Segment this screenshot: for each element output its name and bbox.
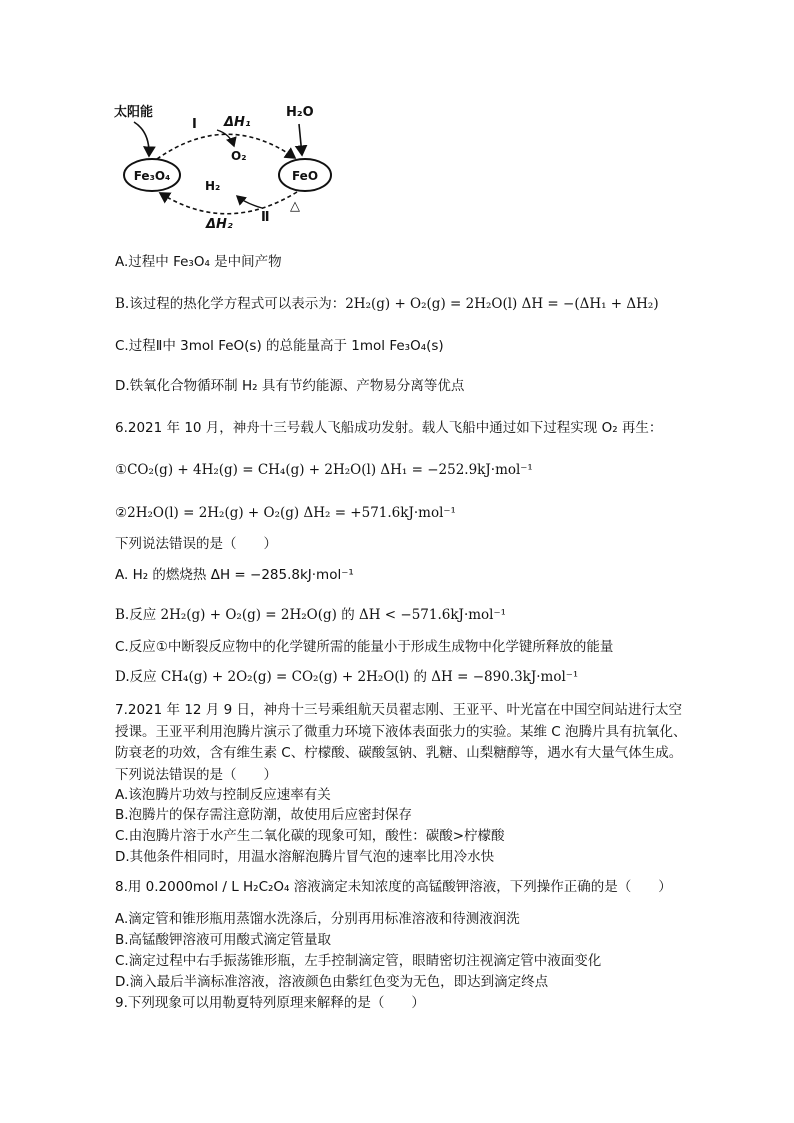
stage1-arrow: [157, 134, 295, 159]
h2-label: H₂: [205, 179, 221, 193]
q6-question: 下列说法错误的是（ ）: [115, 536, 277, 552]
q7-option-a: A.该泡腾片功效与控制反应速率有关: [115, 787, 331, 803]
q7-stem: 7.2021 年 12 月 9 日，神舟十三号乘组航天员翟志刚、王亚平、叶光富在中国空间站进行太空授课。王亚平利用泡腾片演示了微重力环境下液体表面张力的实验。某维 C 泡腾片具有抗氧化、防衰老的功效，含有维生素 C、柠檬酸、碳酸氢钠、乳糖、山梨糖醇等，遇水有大量气体生成。下列说法错误的是（ ）: [115, 702, 687, 783]
q6-option-b: B.反应 2H₂(g) + O₂(g) = 2H₂O(g) 的 ΔH < −571.6kJ·mol⁻¹: [115, 607, 507, 623]
solar-label: 太阳能: [114, 105, 154, 120]
heat-label: △: [290, 199, 300, 214]
q7-option-d: D.其他条件相同时，用温水溶解泡腾片冒气泡的速率比用冷水快: [115, 849, 495, 865]
q5-option-a: A.过程中 Fe₃O₄ 是中间产物: [115, 254, 282, 270]
q6-option-c: C.反应①中断裂反应物中的化学键所需的能量小于形成生成物中化学键所释放的能量: [115, 639, 614, 655]
q8-option-c: C.滴定过程中右手振荡锥形瓶，左手控制滴定管，眼睛密切注视滴定管中液面变化: [115, 953, 602, 969]
solar-arrow: [134, 122, 149, 156]
q6-equation-2: ②2H₂O(l) = 2H₂(g) + O₂(g) ΔH₂ = +571.6kJ·mol⁻¹: [115, 505, 456, 521]
q8-option-b: B.高锰酸钾溶液可用酸式滴定管量取: [115, 932, 332, 948]
q8-option-a: A.滴定管和锥形瓶用蒸馏水洗涤后，分别再用标准溶液和待测液润洗: [115, 911, 520, 927]
q7-option-c: C.由泡腾片溶于水产生二氧化碳的现象可知，酸性：碳酸>柠檬酸: [115, 828, 505, 844]
stage1-label: Ⅰ: [192, 117, 197, 132]
h2o-label: H₂O: [286, 105, 314, 120]
q8-stem: 8.用 0.2000mol / L H₂C₂O₄ 溶液滴定未知浓度的高锰酸钾溶液，下列操作正确的是（ ）: [115, 879, 672, 895]
q6-option-a: A. H₂ 的燃烧热 ΔH = −285.8kJ·mol⁻¹: [115, 567, 354, 583]
stage2-label: Ⅱ: [261, 210, 270, 225]
water-arrow: [299, 124, 302, 155]
q5-option-c: C.过程Ⅱ中 3mol FeO(s) 的总能量高于 1mol Fe₃O₄(s): [115, 338, 444, 354]
feo-label: FeO: [291, 169, 319, 183]
o2-branch-arrow: [217, 130, 234, 146]
q6-stem: 6.2021 年 10 月，神舟十三号载人飞船成功发射。载人飞船中通过如下过程实现 O₂ 再生：: [115, 420, 663, 436]
dh1-label: ΔH₁: [224, 115, 251, 130]
fe-oxide-cycle-diagram: [112, 100, 342, 230]
q5-option-d: D.铁氧化合物循环制 H₂ 具有节约能源、产物易分离等优点: [115, 378, 465, 394]
q8-option-d: D.滴入最后半滴标准溶液，溶液颜色由紫红色变为无色，即达到滴定终点: [115, 974, 549, 990]
q6-equation-1: ①CO₂(g) + 4H₂(g) = CH₄(g) + 2H₂O(l) ΔH₁ = −252.9kJ·mol⁻¹: [115, 462, 533, 478]
q9-stem: 9.下列现象可以用勒夏特列原理来解释的是（ ）: [115, 995, 425, 1011]
stage2-arrow: [160, 192, 297, 214]
o2-label: O₂: [231, 149, 247, 163]
q5-option-b: B.该过程的热化学方程式可以表示为：2H₂(g) + O₂(g) = 2H₂O(l) ΔH = −(ΔH₁ + ΔH₂): [115, 296, 659, 312]
q6-option-d: D.反应 CH₄(g) + 2O₂(g) = CO₂(g) + 2H₂O(l) 的 ΔH = −890.3kJ·mol⁻¹: [115, 669, 579, 685]
q7-option-b: B.泡腾片的保存需注意防潮，故使用后应密封保存: [115, 807, 413, 823]
fe3o4-label: Fe₃O₄: [133, 169, 171, 183]
h2-branch-arrow: [237, 196, 262, 208]
dh2-label: ΔH₂: [206, 217, 233, 230]
